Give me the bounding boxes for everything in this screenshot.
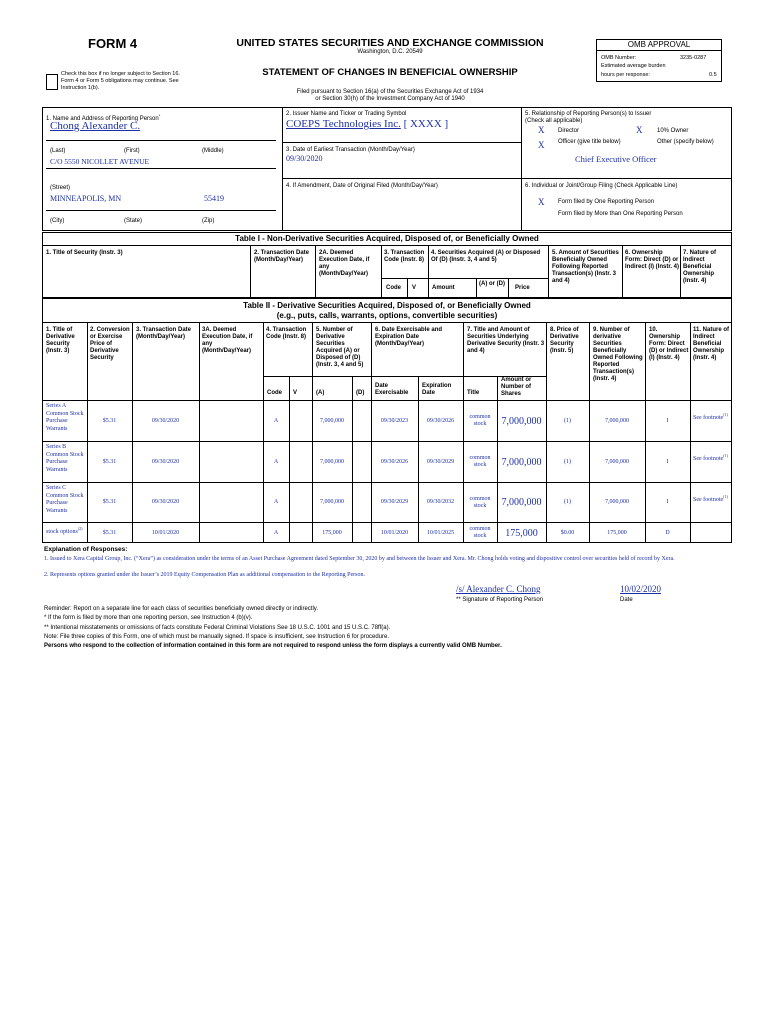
t1-h1: 1. Title of Security (Instr. 3) — [46, 250, 123, 256]
t2-expiration: Expiration Date — [422, 383, 452, 396]
derivative-title: Series B Common Stock Purchase Warrants — [46, 444, 84, 473]
cell-code: A — [273, 499, 279, 505]
cell-own: D — [665, 529, 670, 536]
t2-h3a: 3A. Deemed Execution Date, if any (Month/Day/Year) — [202, 327, 253, 354]
t2-h5: 5. Number of Derivative Securities Acquired (A) or Disposed of (D) (Instr. 3, 4 and 5) — [316, 327, 364, 368]
t2-h9: 9. Number of derivative Securities Beneficially Owned Following Reported Transaction(s) (Instr. 4) — [593, 327, 643, 382]
cell-date: 09/30/2020 — [151, 417, 180, 424]
t1-h2a: 2A. Deemed Execution Date, if any (Month/Day/Year) — [319, 250, 370, 277]
issuer-name: COEPS Technologies Inc. [ XXXX ] — [286, 118, 449, 130]
cell-p8: (1) — [564, 417, 571, 424]
cell-ex: 09/30/2023 — [380, 417, 409, 424]
ten-percent-owner-mark[interactable]: X — [636, 125, 643, 135]
cell-price: $5.31 — [102, 499, 117, 505]
reminder-1: Reminder: Report on a separate line for each class of securities beneficially owned directly or indirectly. — [44, 606, 319, 612]
cell-a: 7,000,000 — [320, 499, 344, 505]
t1-h7: 7. Nature of Indirect Beneficial Ownership (Instr. 4) — [683, 250, 717, 284]
cell-nature: See footnote$^{(1)}$ — [693, 494, 728, 503]
signature-value: /s/ Alexander C. Chong — [456, 584, 541, 594]
cell-price: $5.31 — [102, 529, 117, 536]
cell-utitle: common stock — [469, 526, 491, 539]
director-label: Director — [558, 128, 580, 134]
cell-exp: 10/01/2025 — [426, 529, 455, 536]
table-2-title: Table II - Derivative Securities Acquired, Disposed of, or Beneficially Owned — [243, 301, 531, 310]
cell-n9: 7,000,000 — [605, 458, 629, 465]
date-label: Date — [620, 597, 633, 603]
no-longer-subject-checkbox[interactable] — [46, 74, 58, 90]
cell-date: 09/30/2020 — [151, 458, 180, 465]
other-label: Other (specify below) — [657, 139, 714, 145]
cell-shares: 175,000 — [505, 527, 538, 539]
t2-h4: 4. Transaction Code (Instr. 8) — [266, 327, 307, 340]
derivative-title: Series A Common Stock Purchase Warrants — [46, 403, 84, 432]
filed-pursuant-1: Filed pursuant to Section 16(a) of the Securities Exchange Act of 1934 — [296, 89, 484, 95]
reminder-5: Persons who respond to the collection of information contained in this form are not required to respond unless the form displays a currently valid OMB Number. — [44, 643, 502, 649]
cell-a: 7,000,000 — [320, 458, 344, 465]
t1-h6: 6. Ownership Form: Direct (D) or Indirect (I) (Instr. 4) — [625, 250, 680, 270]
derivative-title: Series C Common Stock Purchase Warrants — [46, 485, 84, 514]
street-label: (Street) — [50, 185, 71, 191]
omb-hours-label: hours per response: — [601, 72, 650, 78]
signature-label: ** Signature of Reporting Person — [456, 597, 544, 603]
t2-d: (D) — [356, 390, 365, 396]
t2-code: Code — [267, 390, 282, 396]
city-value: MINNEAPOLIS, MN — [50, 194, 122, 203]
officer-mark[interactable]: X — [538, 140, 545, 150]
derivative-title: stock options$^{(2)}$ — [46, 526, 83, 535]
zip-value: 55419 — [204, 194, 224, 203]
filed-pursuant-2: or Section 30(h) of the Investment Company Act of 1940 — [315, 96, 465, 102]
cell-a: 175,000 — [322, 529, 342, 536]
box4-label: 4. If Amendment, Date of Original Filed (Month/Day/Year) — [286, 183, 438, 189]
more-persons-label: Form filed by More than One Reporting Person — [558, 211, 683, 217]
cell-code: A — [273, 458, 279, 465]
omb-number-value: 3235-0287 — [680, 55, 707, 61]
last-label: (Last) — [50, 148, 66, 154]
cell-shares: 7,000,000 — [501, 415, 542, 427]
cell-utitle: common stock — [469, 455, 491, 468]
cell-a: 7,000,000 — [320, 417, 344, 424]
t1-v: V — [412, 285, 417, 291]
first-label: (First) — [124, 148, 140, 154]
cell-date: 09/30/2020 — [151, 499, 180, 505]
box6-label: 6. Individual or Joint/Group Filing (Check Applicable Line) — [525, 183, 678, 189]
cell-ex: 09/30/2029 — [380, 499, 409, 505]
cell-p8: (1) — [564, 458, 571, 465]
box5-label: 5. Relationship of Reporting Person(s) to Issuer — [525, 111, 652, 117]
footnote-2: 2. Represents options granted under the Issuer’s 2019 Equity Compensation Plan as additional compensation to the Reporting Person. — [44, 572, 366, 578]
cell-nature: See footnote$^{(1)}$ — [693, 453, 728, 462]
officer-title: Chief Executive Officer — [575, 154, 657, 164]
cell-exp: 09/30/2026 — [426, 417, 455, 424]
cell-ex: 09/30/2026 — [380, 458, 409, 465]
cell-p8: $0.00 — [560, 529, 575, 536]
explanation-title: Explanation of Responses: — [44, 546, 128, 553]
cell-utitle: common stock — [469, 495, 491, 509]
cell-p8: (1) — [564, 499, 571, 505]
box5-sublabel: (Check all applicable) — [525, 118, 583, 124]
cell-nature: See footnote$^{(1)}$ — [693, 412, 728, 421]
middle-label: (Middle) — [202, 148, 224, 154]
omb-burden-label: Estimated average burden — [601, 63, 666, 69]
t2-h3: 3. Transaction Date (Month/Day/Year) — [136, 327, 192, 340]
ten-percent-owner-label: 10% Owner — [657, 128, 689, 134]
cell-exp: 09/30/2032 — [426, 499, 455, 505]
t2-a: (A) — [316, 390, 325, 396]
cell-ex: 10/01/2020 — [380, 529, 409, 536]
t1-code: Code — [386, 285, 401, 291]
director-mark[interactable]: X — [538, 125, 545, 135]
checkbox-text: Check this box if no longer subject to Section 16. Form 4 or Form 5 obligations may continue. See Instruction 1(b). — [61, 71, 180, 91]
t1-amount: Amount — [432, 285, 455, 291]
cell-price: $5.31 — [102, 458, 117, 465]
state-label: (State) — [124, 218, 143, 224]
address-line: C/O 5550 NICOLLET AVENUE — [50, 157, 150, 166]
t2-h1: 1. Title of Derivative Security (Instr. 3) — [46, 327, 75, 354]
t1-aord: (A) or (D) — [479, 281, 505, 287]
cell-code: A — [273, 529, 279, 536]
omb-number-label: OMB Number: — [601, 55, 637, 61]
reminder-4: Note: File three copies of this Form, one of which must be manually signed. If space is insufficient, see Instruction 6 for procedure. — [44, 634, 390, 640]
t2-title: Title — [467, 390, 480, 396]
agency-city: Washington, D.C. 20549 — [357, 49, 423, 55]
table-1-title: Table I - Non-Derivative Securities Acquired, Disposed of, or Beneficially Owned — [235, 234, 539, 243]
cell-date: 10/01/2020 — [151, 529, 180, 536]
table-2-subtitle: (e.g., puts, calls, warrants, options, convertible securities) — [276, 311, 498, 320]
footnote-1: 1. Issued to Xera Capital Group, Inc. (“Xera”) as consideration under the terms of an Asset Purchase Agreement dated September 30, 2020 by and between the Issuer and Xera. Mr. Chong holds voting and dispositive control over securities held of record by Xera. — [44, 556, 675, 562]
cell-own: I — [666, 417, 669, 424]
earliest-transaction-date: 09/30/2020 — [286, 154, 323, 163]
form-title: FORM 4 — [88, 36, 138, 51]
cell-own: I — [666, 499, 669, 505]
cell-n9: 7,000,000 — [605, 499, 629, 505]
t2-h2: 2. Conversion or Exercise Price of Derivative Security — [90, 327, 130, 361]
box2-label: 2. Issuer Name and Ticker or Trading Symbol — [286, 111, 407, 117]
city-label: (City) — [50, 218, 65, 224]
box1-label: 1. Name and Address of Reporting Person* — [46, 113, 161, 122]
t1-h3: 3. Transaction Code (Instr. 8) — [384, 250, 425, 263]
t2-amount-shares: Amount or Number of Shares — [501, 377, 532, 397]
cell-own: I — [666, 458, 669, 465]
cell-utitle: common stock — [469, 414, 491, 427]
t1-price: Price — [515, 285, 530, 291]
t2-h11: 11. Nature of Indirect Beneficial Ownership (Instr. 4) — [693, 327, 730, 361]
t1-h4: 4. Securities Acquired (A) or Disposed Of (D) (Instr. 3, 4 and 5) — [431, 250, 541, 263]
one-person-mark[interactable]: X — [538, 197, 545, 207]
reminder-2: * If the form is filed by more than one reporting person, see Instruction 4 (b)(v). — [44, 615, 253, 621]
cell-code: A — [273, 417, 279, 424]
zip-label: (Zip) — [202, 218, 215, 224]
t2-v: V — [293, 390, 298, 396]
omb-hours-value: 0.5 — [709, 72, 717, 78]
officer-label: Officer (give title below) — [558, 139, 621, 145]
cell-price: $5.31 — [102, 417, 117, 424]
t2-h8: 8. Price of Derivative Security (Instr. 5) — [550, 327, 579, 354]
t2-h7: 7. Title and Amount of Securities Underlying Derivative Security (Instr. 3 and 4) — [467, 327, 545, 354]
t2-h10: 10. Ownership Form: Direct (D) or Indirect (I) (Instr. 4) — [649, 327, 689, 361]
cell-exp: 09/30/2029 — [426, 458, 455, 465]
t1-h5: 5. Amount of Securities Beneficially Owned Following Reported Transaction(s) (Instr. 3 and 4) — [552, 250, 619, 284]
t2-date-exercisable: Date Exercisable — [375, 383, 409, 396]
cell-shares: 7,000,000 — [501, 497, 542, 508]
agency-title: UNITED STATES SECURITIES AND EXCHANGE COMMISSION — [236, 37, 544, 49]
cell-shares: 7,000,000 — [501, 456, 542, 468]
cell-n9: 7,000,000 — [605, 417, 629, 424]
reminder-3: ** Intentional misstatements or omissions of facts constitute Federal Criminal Violations See 18 U.S.C. 1001 and 15 U.S.C. 78ff(a). — [44, 625, 391, 631]
reporting-person-name: Chong Alexander C. — [50, 120, 141, 132]
omb-title: OMB APPROVAL — [597, 40, 721, 51]
t2-h6: 6. Date Exercisable and Expiration Date (Month/Day/Year) — [375, 327, 443, 347]
t1-h2: 2. Transaction Date (Month/Day/Year) — [254, 250, 310, 263]
signature-date: 10/02/2020 — [620, 584, 662, 594]
statement-title: STATEMENT OF CHANGES IN BENEFICIAL OWNERSHIP — [262, 67, 518, 78]
cell-n9: 175,000 — [607, 529, 627, 536]
one-person-label: Form filed by One Reporting Person — [558, 199, 655, 205]
box3-label: 3. Date of Earliest Transaction (Month/Day/Year) — [286, 147, 415, 153]
